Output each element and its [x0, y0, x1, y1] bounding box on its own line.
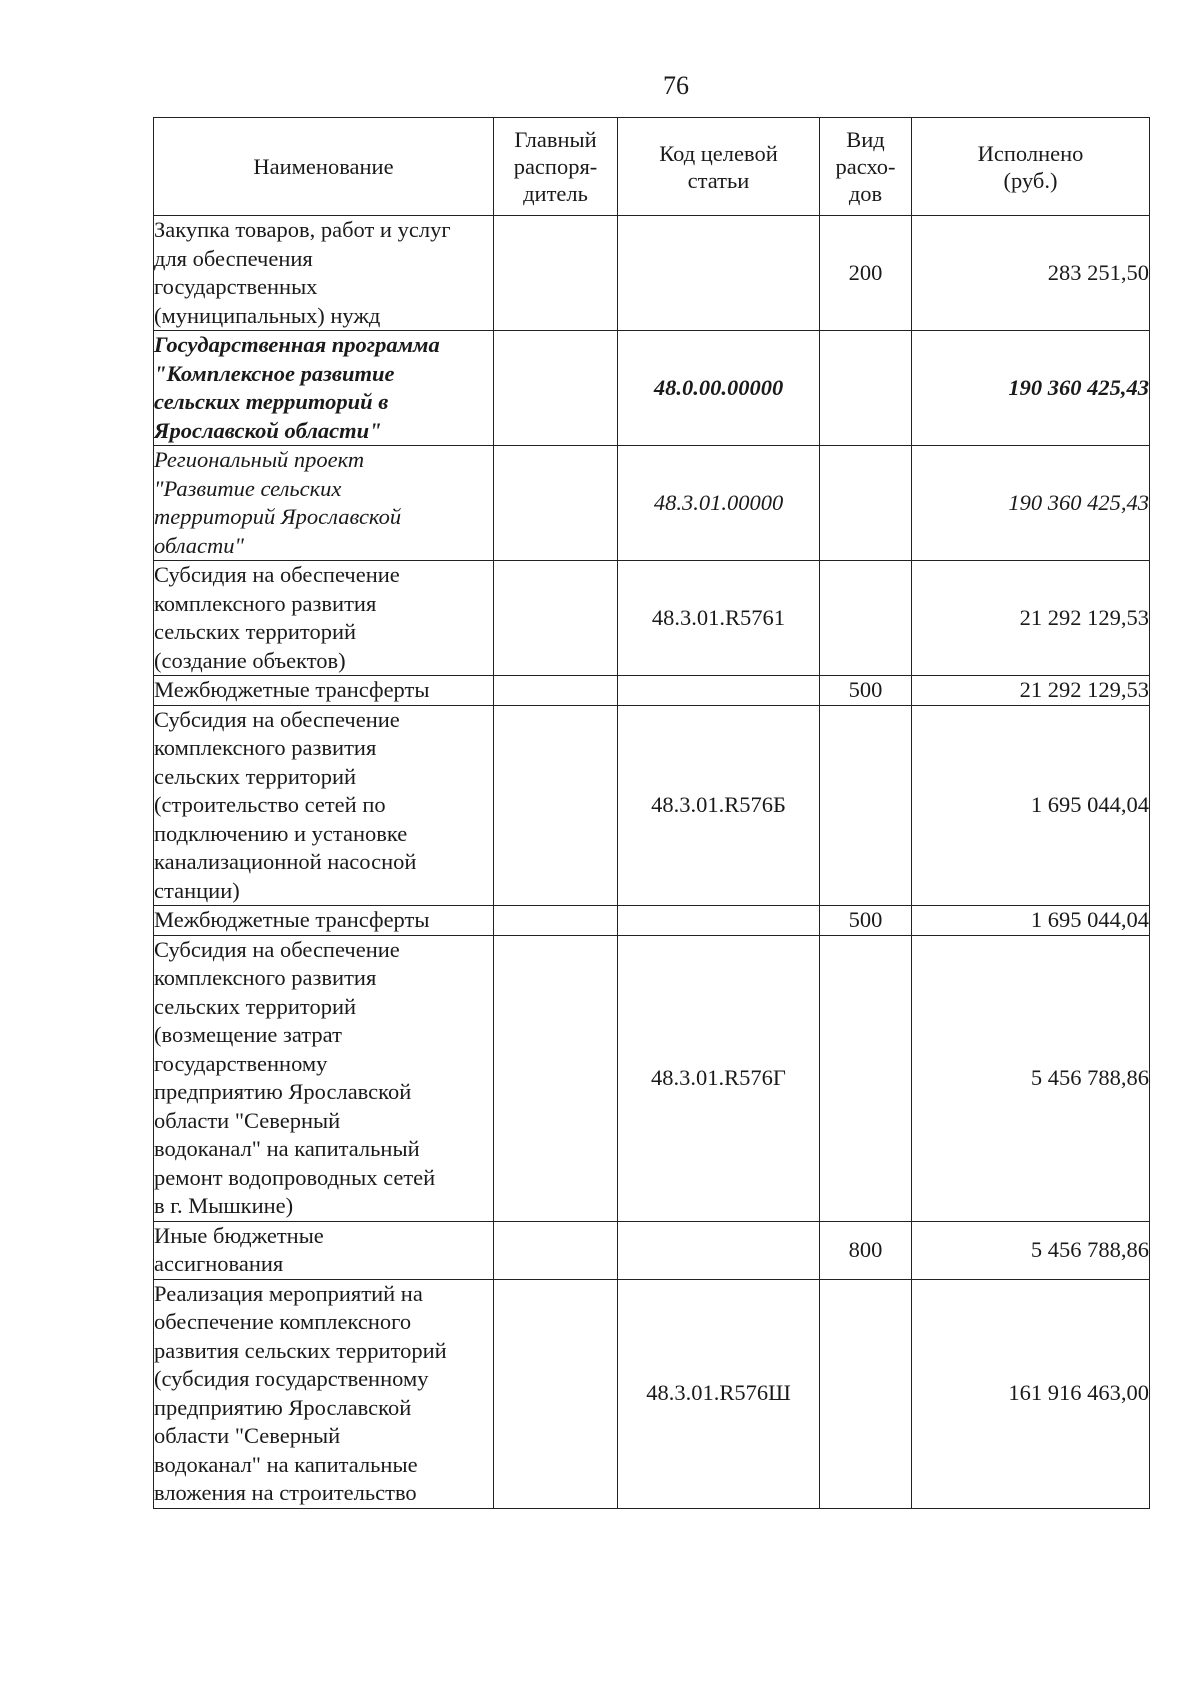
cell-target-code: [618, 216, 820, 331]
table-row: [154, 216, 1150, 331]
cell-target-code: 48.3.01.R576Г: [618, 935, 820, 1221]
page-number: 76: [663, 71, 689, 100]
cell-expense-type: [820, 935, 912, 1221]
header-executed: Исполнено (руб.): [912, 118, 1150, 216]
cell-manager: [494, 676, 618, 706]
cell-executed: 190 360 425,43: [912, 331, 1150, 446]
cell-name: Межбюджетные трансферты: [154, 676, 494, 706]
cell-name: Региональный проект "Развитие сельских территорий Ярославской области": [154, 446, 494, 561]
header-name: Наименование: [154, 118, 494, 216]
cell-name: Межбюджетные трансферты: [154, 906, 494, 936]
table-header-row: [154, 118, 1150, 216]
cell-expense-type: [820, 446, 912, 561]
cell-name: Субсидия на обеспечение комплексного развития сельских территорий (возмещение затрат государственному предприятию Ярославской области "Северный водоканал" на капитальный ремонт водопроводных сетей в г. Мышкине): [154, 935, 494, 1221]
cell-manager: [494, 935, 618, 1221]
cell-executed: 21 292 129,53: [912, 676, 1150, 706]
cell-name: Субсидия на обеспечение комплексного развития сельских территорий (создание объектов): [154, 561, 494, 676]
cell-executed: 190 360 425,43: [912, 446, 1150, 561]
cell-executed: 283 251,50: [912, 216, 1150, 331]
cell-target-code: 48.3.01.R576Б: [618, 705, 820, 906]
cell-manager: [494, 906, 618, 936]
cell-target-code: 48.3.01.R5761: [618, 561, 820, 676]
cell-expense-type: [820, 705, 912, 906]
budget-table: [153, 117, 1150, 1509]
cell-expense-type: [820, 1279, 912, 1508]
cell-name: Субсидия на обеспечение комплексного развития сельских территорий (строительство сетей по подключению и установке канализационной насосной станции): [154, 705, 494, 906]
table-row: [154, 561, 1150, 676]
table-body: [154, 216, 1150, 1509]
cell-executed: 1 695 044,04: [912, 705, 1150, 906]
cell-manager: [494, 1279, 618, 1508]
cell-executed: 5 456 788,86: [912, 935, 1150, 1221]
cell-manager: [494, 705, 618, 906]
cell-expense-type: 500: [820, 676, 912, 706]
table-row: [154, 906, 1150, 936]
table-row: [154, 705, 1150, 906]
cell-expense-type: 200: [820, 216, 912, 331]
table-row: [154, 1221, 1150, 1279]
cell-manager: [494, 1221, 618, 1279]
cell-manager: [494, 216, 618, 331]
cell-target-code: [618, 1221, 820, 1279]
table-row: [154, 1279, 1150, 1508]
cell-target-code: 48.0.00.00000: [618, 331, 820, 446]
cell-manager: [494, 446, 618, 561]
cell-target-code: 48.3.01.00000: [618, 446, 820, 561]
table-row: [154, 935, 1150, 1221]
cell-name: Государственная программа "Комплексное развитие сельских территорий в Ярославской области": [154, 331, 494, 446]
cell-name: Реализация мероприятий на обеспечение комплексного развития сельских территорий (субсидия государственному предприятию Ярославской области "Северный водоканал" на капитальные вложения на строительство: [154, 1279, 494, 1508]
cell-manager: [494, 561, 618, 676]
table-row: [154, 676, 1150, 706]
header-expense-type: Вид расхо- дов: [820, 118, 912, 216]
cell-name: Закупка товаров, работ и услуг для обеспечения государственных (муниципальных) нужд: [154, 216, 494, 331]
cell-expense-type: 800: [820, 1221, 912, 1279]
cell-expense-type: 500: [820, 906, 912, 936]
cell-target-code: 48.3.01.R576Ш: [618, 1279, 820, 1508]
cell-executed: 1 695 044,04: [912, 906, 1150, 936]
cell-expense-type: [820, 331, 912, 446]
table-row: [154, 446, 1150, 561]
cell-name: Иные бюджетные ассигнования: [154, 1221, 494, 1279]
cell-executed: 161 916 463,00: [912, 1279, 1150, 1508]
cell-manager: [494, 331, 618, 446]
table-row: [154, 331, 1150, 446]
cell-target-code: [618, 676, 820, 706]
cell-expense-type: [820, 561, 912, 676]
cell-executed: 21 292 129,53: [912, 561, 1150, 676]
header-manager: Главный распоря- дитель: [494, 118, 618, 216]
header-target-code: Код целевой статьи: [618, 118, 820, 216]
cell-target-code: [618, 906, 820, 936]
cell-executed: 5 456 788,86: [912, 1221, 1150, 1279]
